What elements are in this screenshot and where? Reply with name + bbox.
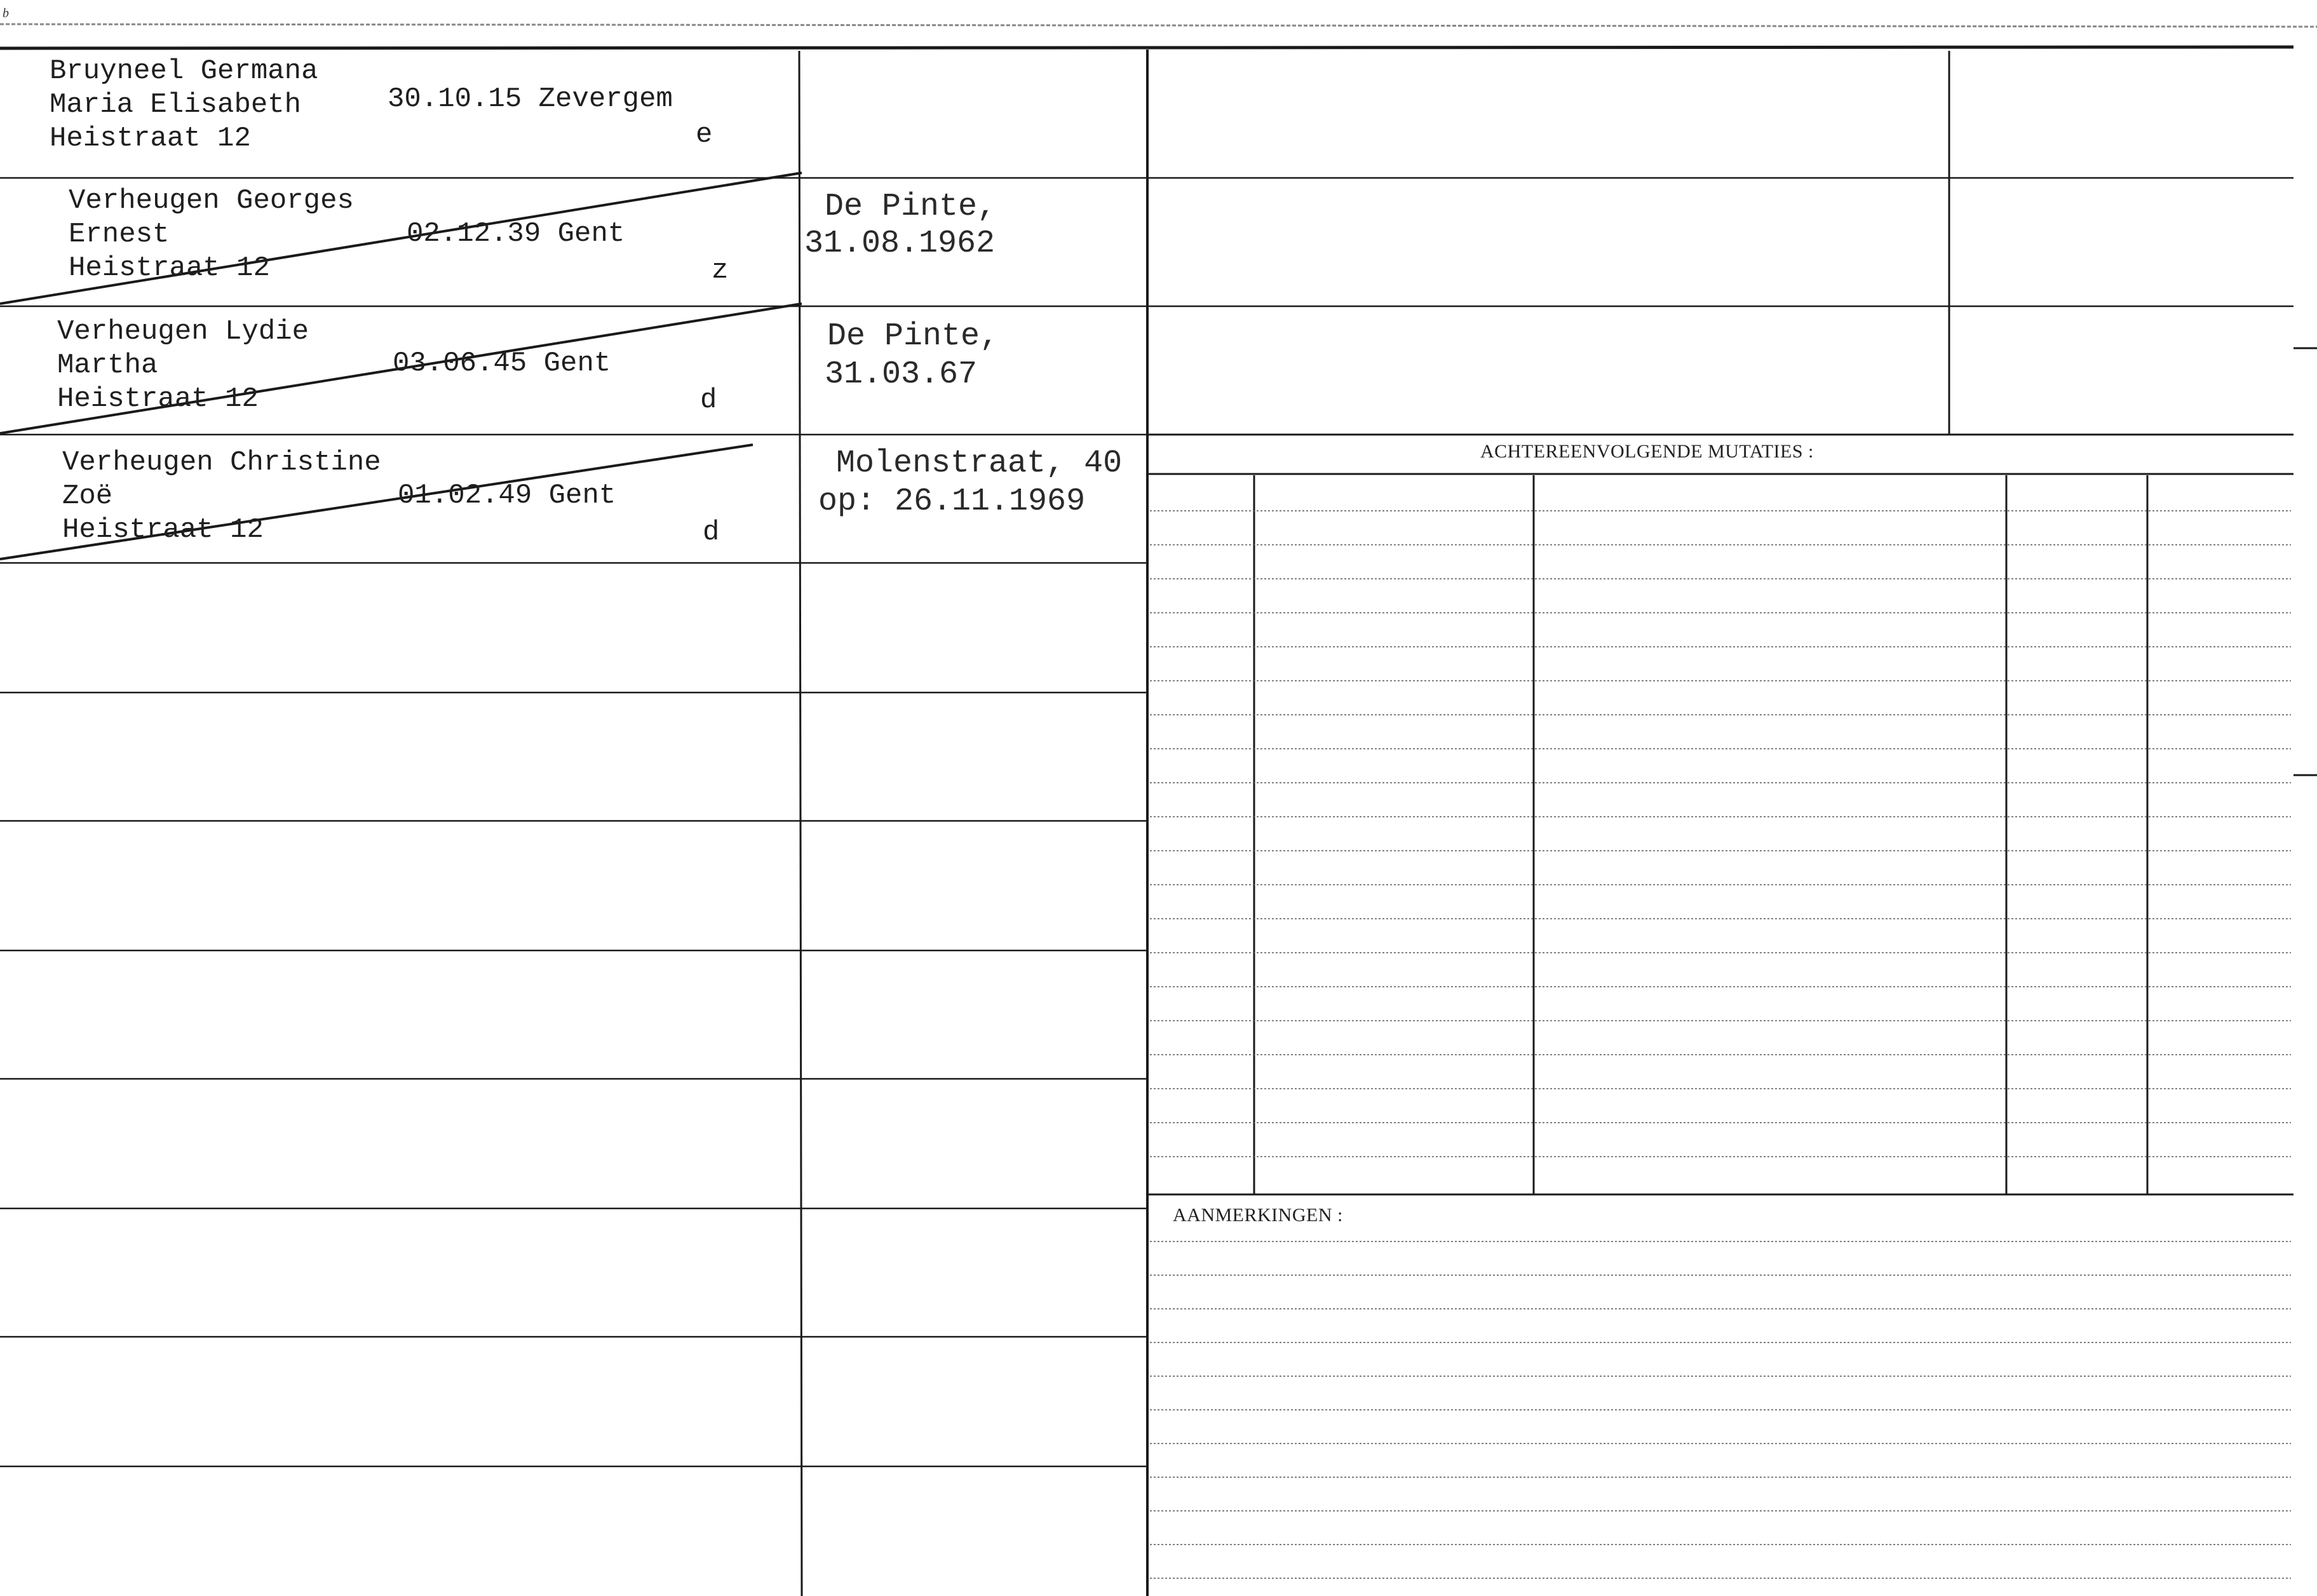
resident-birth: 02.12.39 Gent <box>407 218 625 250</box>
resident-birth: 30.10.15 Zevergem <box>388 83 673 115</box>
relation-code: d <box>700 384 717 416</box>
mutation-place: De Pinte, <box>827 318 999 355</box>
resident-name-line-2: Maria Elisabeth <box>50 89 302 121</box>
relation-code: z <box>712 255 729 287</box>
resident-name-line-1: Bruyneel Germana <box>50 55 318 87</box>
mutation-date: 31.08.1962 <box>804 226 996 262</box>
relation-code: d <box>703 517 720 548</box>
mutaties-heading: ACHTEREENVOLGENDE MUTATIES : <box>1480 441 1814 462</box>
column-divider <box>799 51 802 1596</box>
resident-address: Heistraat 12 <box>69 252 270 284</box>
resident-address: Heistraat 12 <box>62 514 264 546</box>
top-border <box>0 24 2317 27</box>
resident-name-line-2: Zoë <box>62 480 113 512</box>
mutation-place: De Pinte, <box>825 189 997 225</box>
relation-code: e <box>696 119 713 151</box>
resident-birth: 03.06.45 Gent <box>393 348 611 379</box>
mutation-place: Molenstraat, 40 <box>836 445 1123 482</box>
top-border <box>0 47 2293 48</box>
resident-name-line-2: Martha <box>57 349 158 381</box>
resident-name-line-1: Verheugen Lydie <box>57 316 309 348</box>
resident-address: Heistraat 12 <box>57 383 259 415</box>
corner-mark: b <box>3 6 9 20</box>
aanmerkingen-heading: AANMERKINGEN : <box>1173 1205 1343 1226</box>
resident-name-line-2: Ernest <box>69 219 170 250</box>
resident-name-line-1: Verheugen Georges <box>69 185 354 217</box>
resident-birth: 01.02.49 Gent <box>398 480 616 511</box>
form-grid <box>0 24 2317 1596</box>
mutation-date: op: 26.11.1969 <box>818 484 1086 520</box>
resident-address: Heistraat 12 <box>50 123 251 154</box>
resident-name-line-1: Verheugen Christine <box>62 447 381 478</box>
mutation-date: 31.03.67 <box>825 356 978 393</box>
